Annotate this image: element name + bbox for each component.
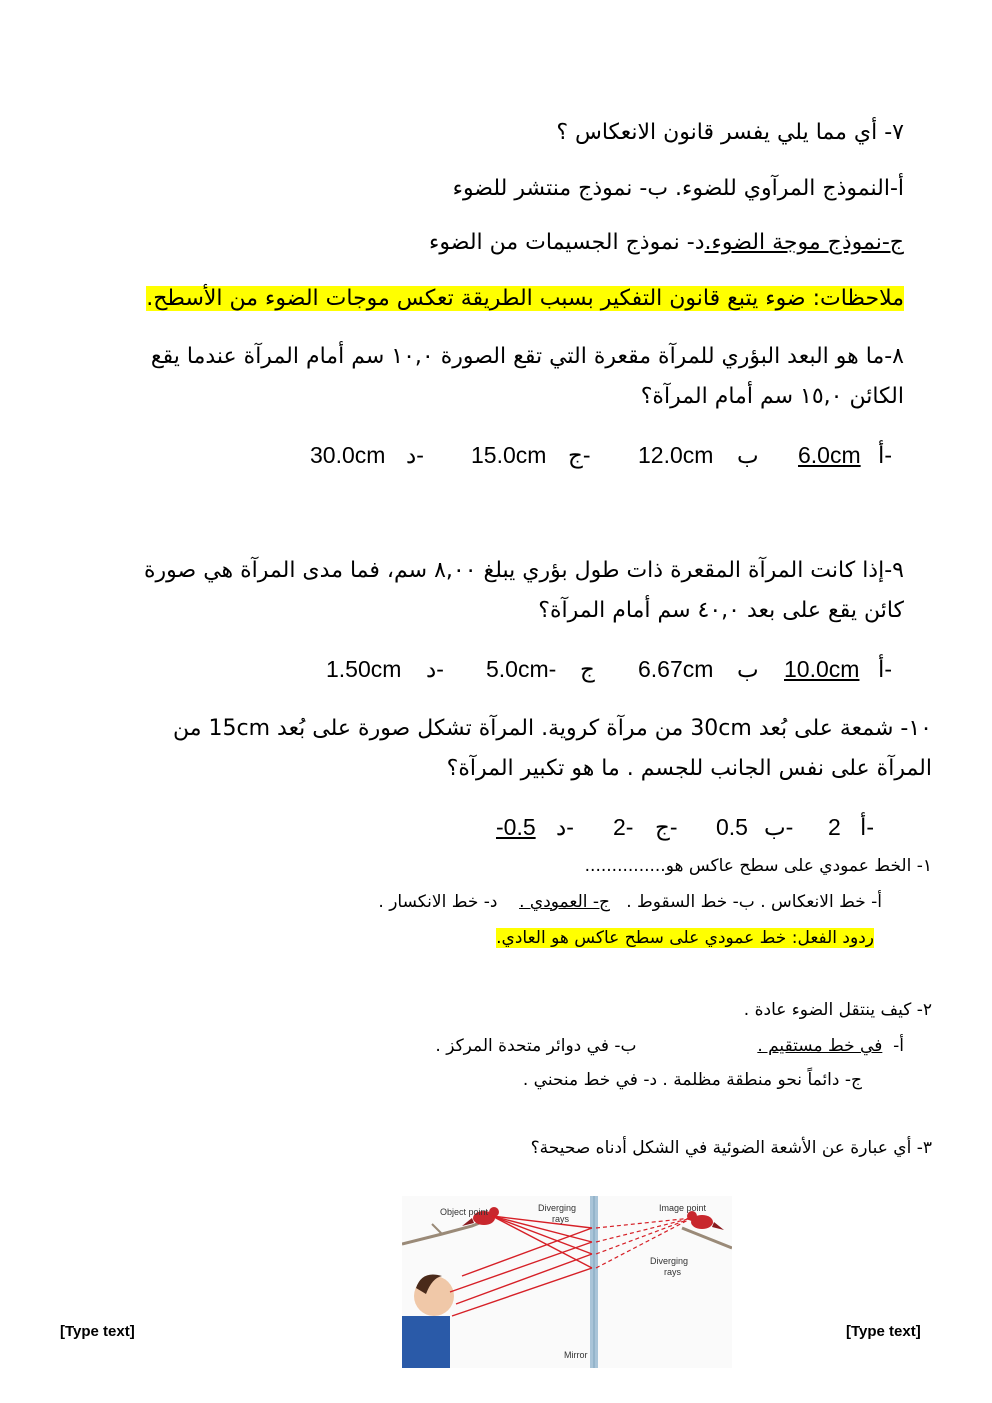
q8-opt-b-label: ب [737,442,759,468]
s3-question: ٣- أي عبارة عن الأشعة الضوئية في الشكل أدناه صحيحة؟ [530,1138,932,1158]
s1-feedback: ردود الفعل: خط عمودي على سطح عاكس هو العادي. [496,928,874,948]
q10-line1: ١٠- شمعة على بُعد 30cm من مرآة كروية. المرآة تشكل صورة على بُعد 15cm من [172,716,932,741]
label-diverging-right-2: rays [664,1267,682,1277]
q9-opt-a-label: أ- [878,656,893,682]
q10-opt-d-label: د- [556,814,574,840]
q7-option-c: ج-نموذج موجة الضوء. [704,230,904,255]
q10-opt-c: 2- [613,814,634,840]
q9-options [0,656,992,688]
q8-line2: الكائن ١٥,٠ سم أمام المرآة؟ [640,384,904,409]
q7-note: ملاحظات: ضوء يتبع قانون التفكير بسبب الطريقة تعكس موجات الضوء من الأسطح. [146,286,904,311]
q9-opt-c: 5.0cm- [486,656,557,682]
label-diverging-top-1: Diverging [538,1203,577,1213]
q9-opt-d-label: د- [426,656,444,682]
mirror-ray-diagram [402,1196,732,1368]
label-mirror: Mirror [564,1350,588,1360]
q9-opt-b: 6.67cm [638,656,714,682]
q10-line2: المرآة على نفس الجانب للجسم . ما هو تكبير المرآة؟ [446,756,932,781]
s2-options-ab [435,1036,904,1056]
q9-line2: كائن يقع على بعد ٤٠,٠ سم أمام المرآة؟ [538,598,904,623]
s1-option-c: ج- العمودي . [519,892,611,912]
q9-opt-b-label: ب [737,656,759,682]
label-image-point: Image point [659,1203,707,1213]
q10-opt-a-label: أ- [860,814,875,840]
q9-opt-d: 1.50cm [326,656,402,682]
q8-opt-c: 15.0cm [471,442,547,468]
s2-options-cd: ج- دائماً نحو منطقة مظلمة . د- في خط منحني . [522,1070,862,1090]
q8-options [0,442,992,474]
q10-opt-c-label: ج- [655,814,678,840]
label-diverging-right-1: Diverging [650,1256,689,1266]
s1-options [378,892,882,912]
q7-option-d: د- نموذج الجسيمات من الضوء [429,230,705,255]
q8-line1: ٨-ما هو البعد البؤري للمرآة مقعرة التي تقع الصورة ١٠,٠ سم أمام المرآة عندما يقع [150,344,904,369]
q7-options-ab: أ-النموذج المرآوي للضوء. ب- نموذج منتشر للضوء [452,176,904,201]
s2-question: ٢- كيف ينتقل الضوء عادة . [743,1000,932,1020]
q10-opt-d: -0.5 [496,814,536,840]
q9-line1: ٩-إذا كانت المرآة المقعرة ذات طول بؤري يبلغ ٨,٠٠ سم، فما مدى المرآة هي صورة [144,558,904,583]
q10-opt-b: 0.5 [716,814,748,840]
q8-opt-d: 30.0cm [310,442,386,468]
footer-left: [Type text] [60,1323,135,1340]
q7-options-cd [429,230,904,255]
q8-opt-d-label: د- [406,442,424,468]
label-diverging-top-2: rays [552,1214,570,1224]
q8-opt-c-label: ج- [568,442,591,468]
q10-opt-a: 2 [828,814,841,840]
footer-right: [Type text] [846,1323,921,1340]
q9-opt-a: 10.0cm [784,656,860,682]
q10-options [0,814,992,846]
s1-options-ab: أ- خط الانعكاس . ب- خط السقوط . [626,892,882,912]
s1-option-d: د- خط الانكسار . [378,892,498,912]
s1-question: ١- الخط عمودي على سطح عاكس هو............... [584,856,932,876]
q8-opt-a-label: أ- [878,442,893,468]
s2-option-b: ب- في دوائر متحدة المركز . [435,1036,637,1056]
s2-option-a-label: أ- [893,1036,904,1056]
q10-opt-b-label: ب- [764,814,794,840]
q8-opt-b: 12.0cm [638,442,714,468]
q9-opt-c-label: ج [580,656,595,682]
q8-opt-a: 6.0cm [798,442,861,468]
q7-question: ٧- أي مما يلي يفسر قانون الانعكاس ؟ [556,120,904,145]
s2-option-a: في خط مستقيم . [757,1036,883,1056]
label-object-point: Object point [440,1207,489,1217]
